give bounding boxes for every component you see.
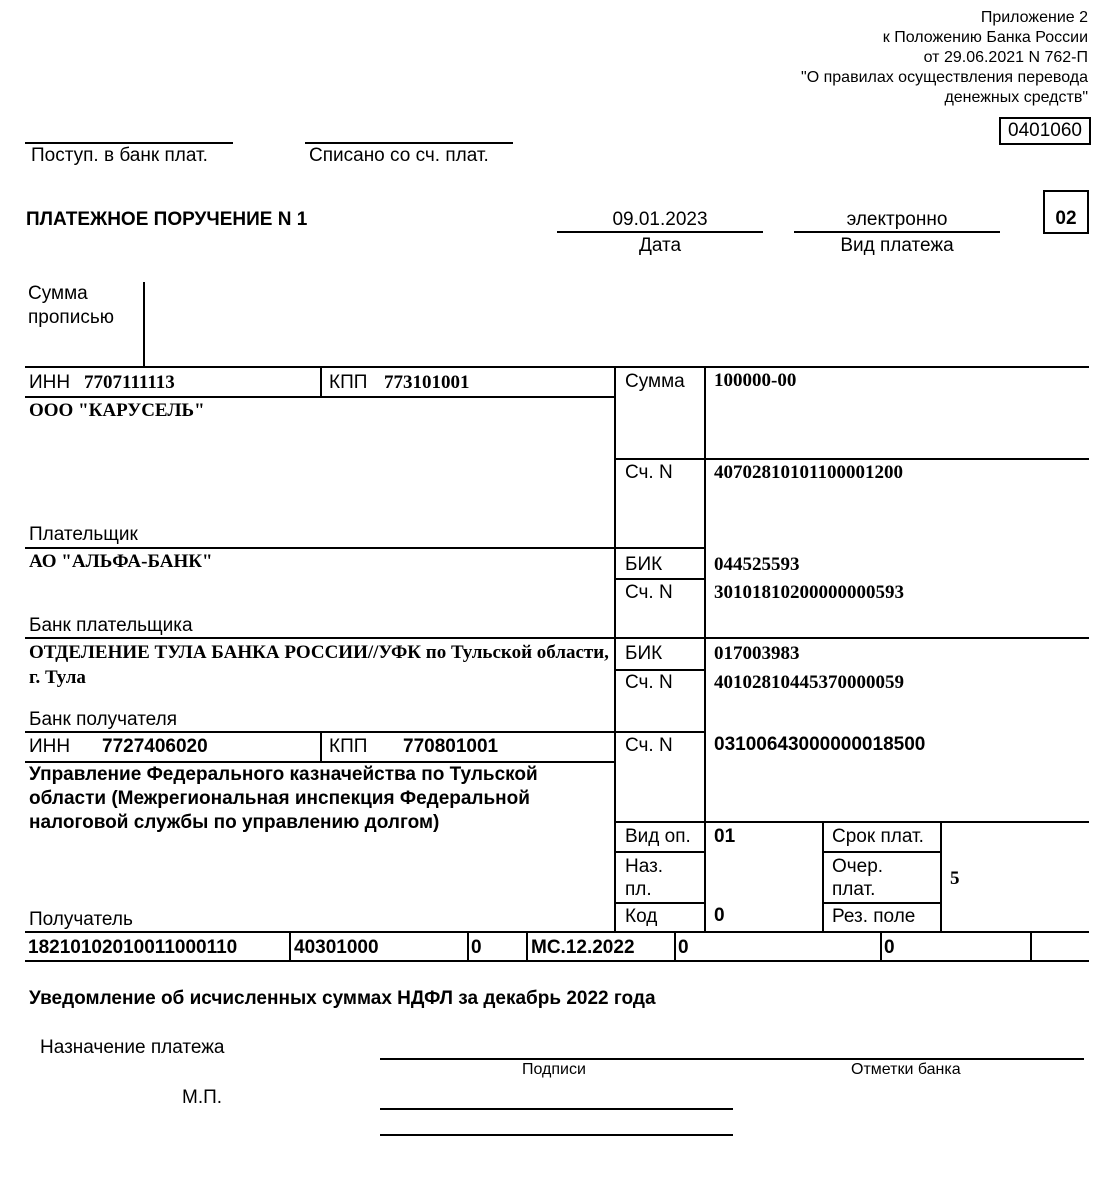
rez-label: Рез. поле	[832, 906, 916, 927]
grid-line	[614, 821, 1089, 823]
payment-purpose: Уведомление об исчисленных суммах НДФЛ за декабрь 2022 года	[29, 988, 656, 1009]
date-line	[557, 231, 763, 233]
date-label: Дата	[638, 235, 682, 256]
tax-divider	[289, 931, 291, 961]
payer-inn: 7707111113	[84, 372, 175, 393]
stamp-label: М.П.	[182, 1087, 223, 1108]
grid-line	[822, 851, 941, 853]
payee-label: Получатель	[29, 909, 133, 930]
kod-label: Код	[625, 906, 658, 927]
grid-line	[822, 821, 824, 932]
tax-divider	[526, 931, 528, 961]
payee-inn: 7727406020	[102, 736, 208, 757]
date-value: 09.01.2023	[612, 209, 708, 230]
grid-line	[25, 931, 1089, 933]
srok-label: Срок плат.	[832, 826, 924, 847]
received-line	[25, 142, 233, 144]
grid-line	[25, 366, 1089, 368]
grid-line	[614, 578, 705, 580]
payer-bank-bik-label: БИК	[625, 554, 663, 575]
payer-bank-acc-label: Сч. N	[625, 582, 673, 603]
grid-line	[614, 366, 616, 932]
vid-op-label: Вид оп.	[625, 826, 691, 847]
payee-bank-bik: 017003983	[714, 643, 800, 664]
grid-line	[320, 731, 322, 761]
payee-inn-label: ИНН	[29, 736, 71, 757]
payee-kpp-label: КПП	[329, 736, 368, 757]
payer-kpp-label: КПП	[329, 372, 368, 393]
amount-value: 100000-00	[714, 370, 797, 391]
grid-line	[320, 366, 322, 396]
form-code: 0401060	[999, 117, 1091, 145]
payment-type-line	[794, 231, 1000, 233]
received-label: Поступ. в банк плат.	[31, 145, 208, 166]
naz-pl-label: Наз. пл.	[625, 856, 664, 900]
appendix-line: "О правилах осуществления перевода	[801, 69, 1088, 86]
ocher-value: 5	[950, 868, 960, 889]
signatures-label: Подписи	[522, 1061, 586, 1078]
amount-words-label: Сумма прописью	[28, 283, 114, 328]
payee-bank-acc: 40102810445370000059	[714, 672, 904, 693]
payee-acc-label: Сч. N	[625, 735, 673, 756]
payer-bank-acc: 30101810200000000593	[714, 582, 904, 603]
tax-doc-number: 0	[678, 937, 689, 958]
tax-divider	[674, 931, 676, 961]
grid-line	[614, 851, 705, 853]
grid-line	[614, 458, 1089, 460]
grid-line	[25, 960, 1089, 962]
payer-name: ООО "КАРУСЕЛЬ"	[29, 400, 205, 421]
grid-line	[25, 396, 615, 398]
grid-line	[940, 821, 942, 932]
vid-op-value: 01	[714, 826, 736, 847]
grid-line	[614, 669, 705, 671]
payee-bank-label: Банк получателя	[29, 709, 177, 730]
purpose-label: Назначение платежа	[40, 1037, 225, 1058]
amount-label: Сумма	[625, 371, 685, 392]
payer-account-label: Сч. N	[625, 462, 673, 483]
status-code: 02	[1043, 190, 1089, 234]
payer-bank-bik: 044525593	[714, 554, 800, 575]
payment-type-label: Вид платежа	[840, 235, 954, 256]
payee-acc: 03100643000000018500	[714, 734, 926, 755]
tax-divider	[880, 931, 882, 961]
payer-account: 40702810101100001200	[714, 462, 903, 483]
appendix-header	[801, 8, 1088, 108]
grid-line	[704, 366, 706, 932]
grid-line	[822, 902, 941, 904]
debited-label: Списано со сч. плат.	[309, 145, 489, 166]
appendix-line: денежных средств"	[944, 89, 1088, 106]
tax-doc-date: 0	[884, 937, 895, 958]
document-title: ПЛАТЕЖНОЕ ПОРУЧЕНИЕ N 1	[26, 209, 308, 230]
tax-divider	[1030, 931, 1032, 961]
grid-line	[25, 547, 705, 549]
bank-marks-label: Отметки банка	[851, 1061, 961, 1078]
payer-kpp: 773101001	[384, 372, 470, 393]
signature-line	[380, 1058, 1084, 1060]
signature-line	[380, 1134, 733, 1136]
payer-label: Плательщик	[29, 524, 138, 545]
tax-divider	[467, 931, 469, 961]
signature-line	[380, 1108, 733, 1110]
grid-line	[25, 731, 705, 733]
payer-inn-label: ИНН	[29, 372, 71, 393]
payee-kpp: 770801001	[403, 736, 499, 757]
payee-bank-name: ОТДЕЛЕНИЕ ТУЛА БАНКА РОССИИ//УФК по Тульской области, г. Тула	[29, 642, 609, 688]
amount-words-divider	[143, 282, 145, 366]
payee-bank-bik-label: БИК	[625, 643, 663, 664]
payment-type-value: электронно	[846, 209, 948, 230]
grid-line	[25, 637, 1089, 639]
appendix-line: от 29.06.2021 N 762-П	[923, 49, 1088, 66]
payee-bank-acc-label: Сч. N	[625, 672, 673, 693]
payer-bank-label: Банк плательщика	[29, 615, 193, 636]
tax-period: МС.12.2022	[531, 937, 635, 958]
tax-kbk: 18210102010011000110	[28, 937, 238, 958]
payee-name: Управление Федерального казначейства по Тульской области (Межрегиональная инспекция Федеральной налоговой службы по управлению долгом)	[29, 764, 538, 833]
kod-value: 0	[714, 905, 725, 926]
tax-oktmo: 40301000	[294, 937, 379, 958]
appendix-line: Приложение 2	[980, 9, 1088, 26]
payer-bank-name: АО "АЛЬФА-БАНК"	[29, 551, 213, 572]
ocher-label: Очер. плат.	[832, 856, 884, 900]
appendix-line: к Положению Банка России	[882, 29, 1088, 46]
grid-line	[614, 902, 705, 904]
debited-line	[305, 142, 513, 144]
tax-basis: 0	[471, 937, 482, 958]
